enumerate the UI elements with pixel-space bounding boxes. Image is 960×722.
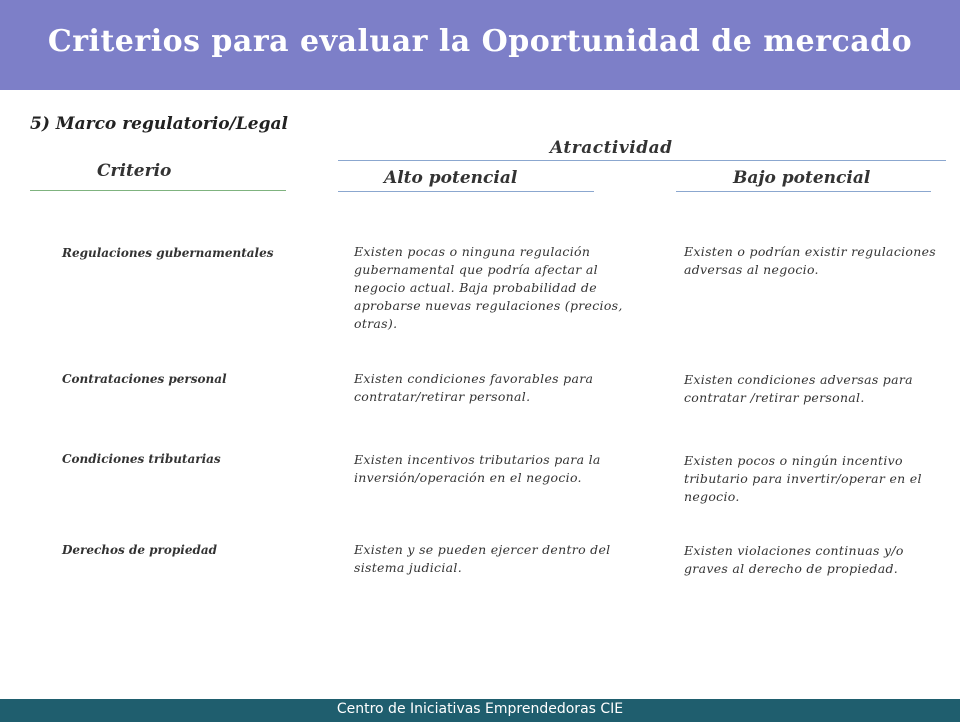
bajo-potencial-cell: Existen pocos o ningún incentivo tributario para invertir/operar en el negocio. xyxy=(684,453,922,504)
footer-text: Centro de Iniciativas Emprendedoras CIE xyxy=(336,701,624,717)
section-heading: 5) Marco regulatorio/Legal xyxy=(30,114,288,134)
alto-potencial-header: Alto potencial xyxy=(384,168,518,188)
bajo-potencial-divider xyxy=(676,191,931,192)
criterio-cell: Regulaciones gubernamentales xyxy=(62,246,274,260)
criterio-cell: Contrataciones personal xyxy=(62,372,227,386)
alto-potencial-cell: Existen y se pueden ejercer dentro del sistema judicial. xyxy=(354,542,611,575)
bajo-potencial-cell: Existen violaciones continuas y/o graves al derecho de propiedad. xyxy=(684,543,904,576)
criterio-divider xyxy=(30,190,286,191)
footer-bar xyxy=(0,697,960,722)
atractividad-divider xyxy=(338,160,946,161)
title-bar xyxy=(0,0,960,90)
atractividad-header: Atractividad xyxy=(550,138,673,158)
criterio-header: Criterio xyxy=(97,161,172,181)
bajo-potencial-cell: Existen condiciones adversas para contratar /retirar personal. xyxy=(684,372,913,405)
alto-potencial-cell: Existen condiciones favorables para contratar/retirar personal. xyxy=(354,371,594,404)
alto-potencial-cell: Existen incentivos tributarios para la inversión/operación en el negocio. xyxy=(354,452,601,485)
alto-potencial-cell: Existen pocas o ninguna regulación gubernamental que podría afectar al negocio actual. Baja probabilidad de aprobarse nuevas regulaciones (precios, otras). xyxy=(354,244,623,331)
criterio-cell: Derechos de propiedad xyxy=(62,543,218,557)
criterio-cell: Condiciones tributarias xyxy=(62,452,221,466)
bajo-potencial-header: Bajo potencial xyxy=(733,168,871,188)
slide-title: Criterios para evaluar la Oportunidad de mercado xyxy=(47,24,913,59)
alto-potencial-divider xyxy=(338,191,594,192)
bajo-potencial-cell: Existen o podrían existir regulaciones adversas al negocio. xyxy=(684,244,937,277)
